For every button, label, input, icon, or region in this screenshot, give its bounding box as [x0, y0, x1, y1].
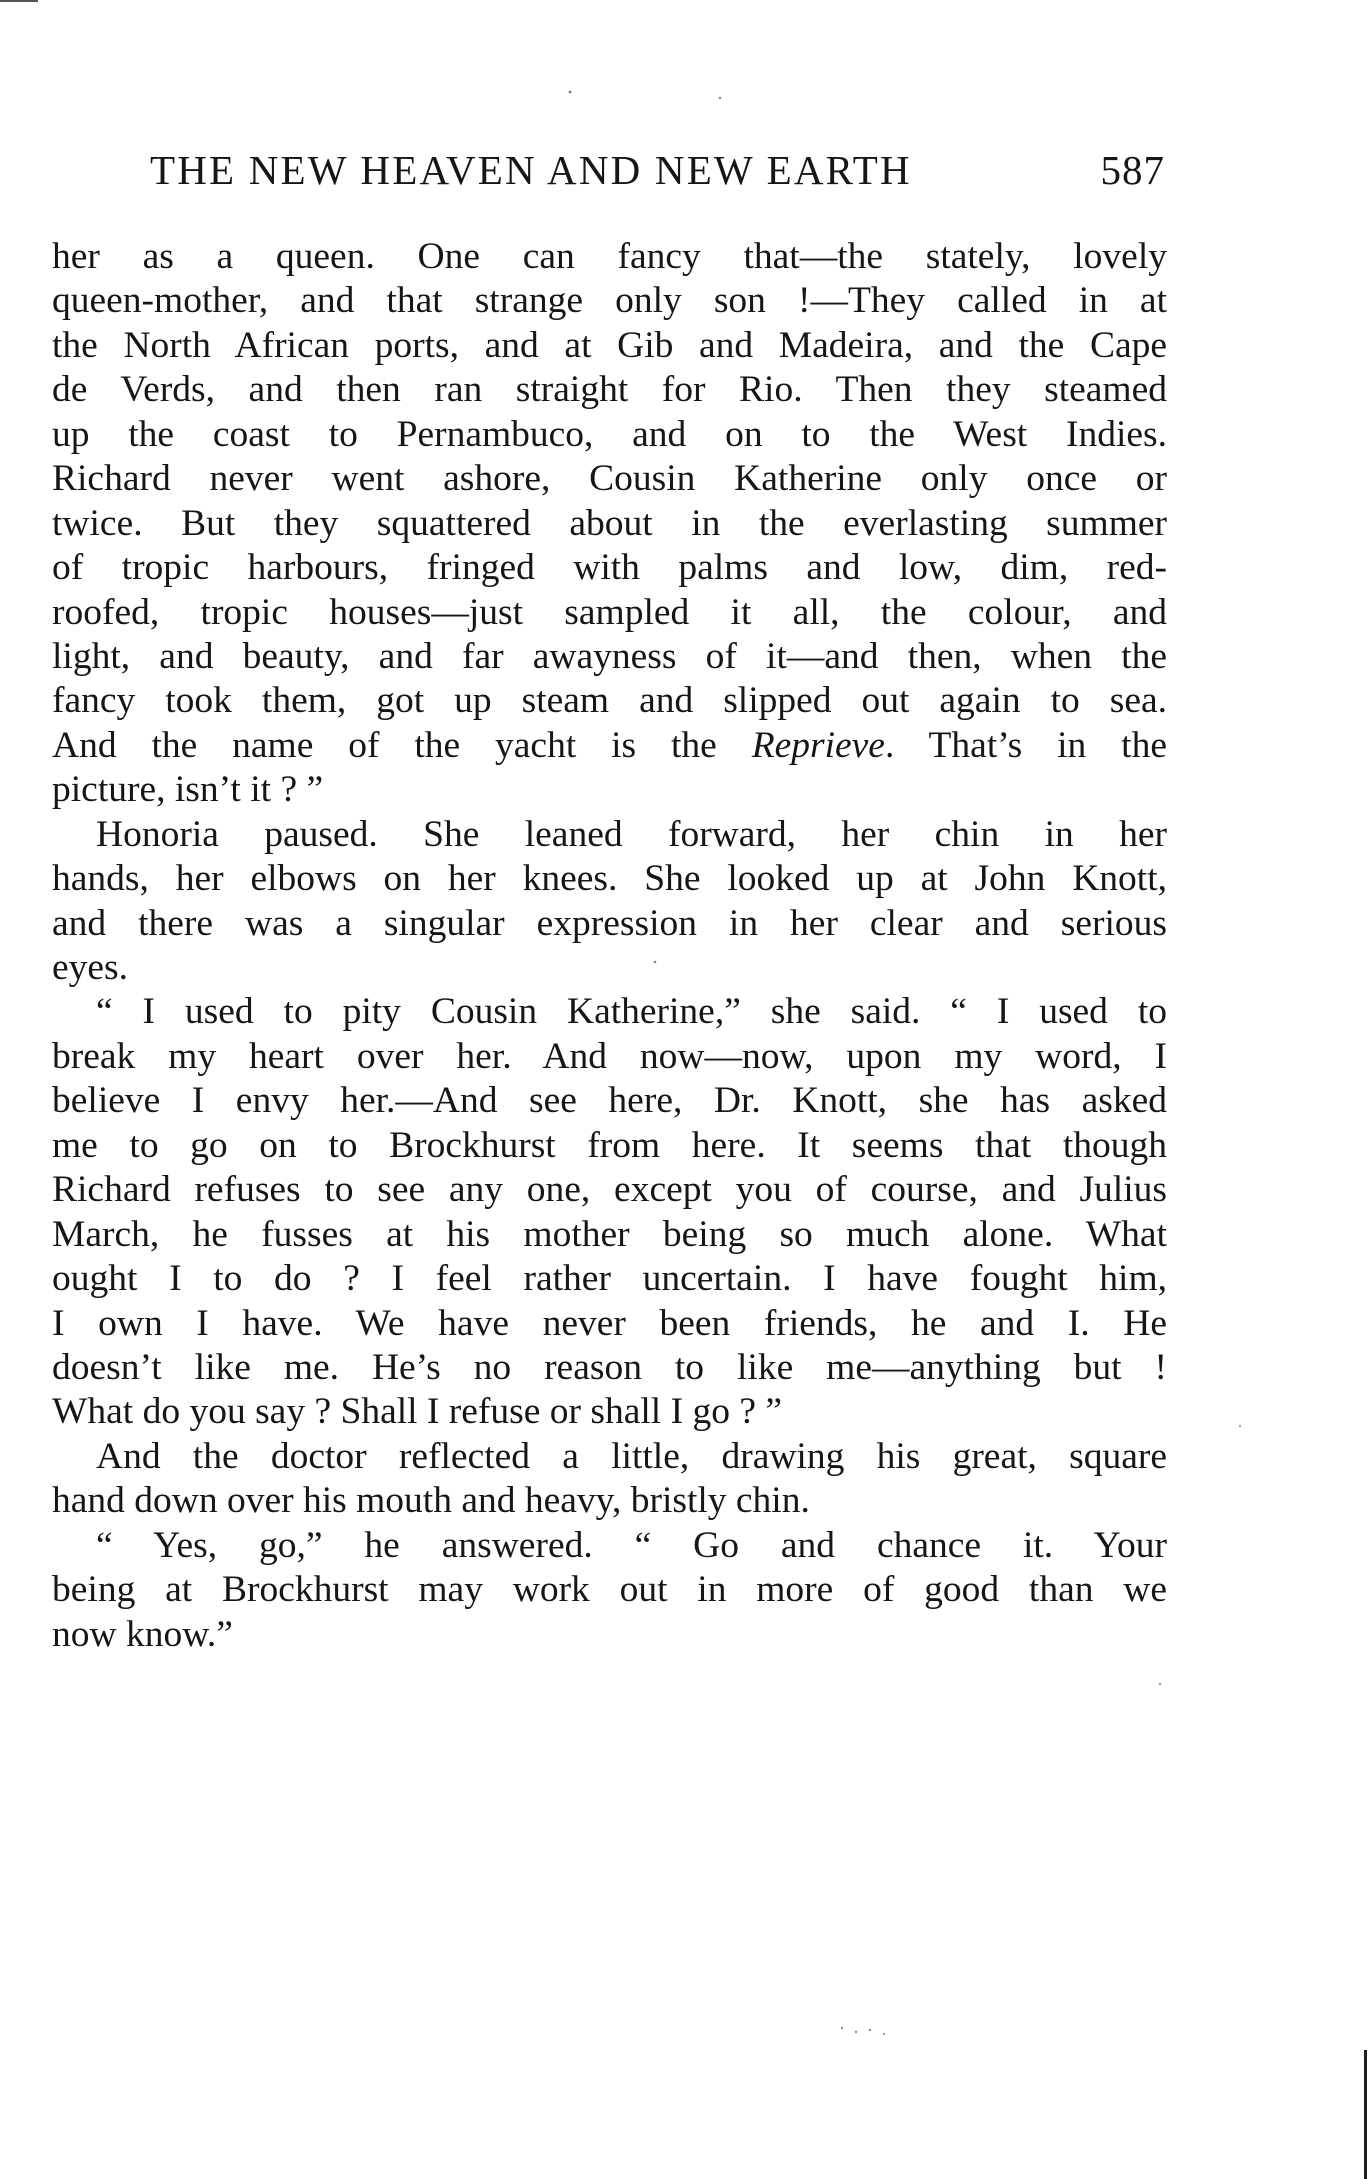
text-line: de Verds, and then ran straight for Rio. Then they steamed	[52, 369, 1167, 411]
text-line: hand down over his mouth and heavy, bristly chin.	[52, 1480, 810, 1522]
text-line: I own I have. We have never been friends, he and I. He	[52, 1302, 1167, 1344]
text-line: the North African ports, and at Gib and Madeira, and the Cape	[52, 324, 1167, 366]
text-line: eyes.	[52, 947, 129, 988]
text-line: being at Brockhurst may work out in more of good than we	[52, 1569, 1167, 1611]
text-line: and there was a singular expression in her clear and serious	[52, 902, 1167, 944]
paragraph-start: And the doctor reflected a little, drawing his great, square	[96, 1435, 1167, 1477]
page-edge-shadow	[1364, 2050, 1367, 2179]
text-line: And the name of the yacht is the Reprieve. That’s in the	[52, 724, 1167, 766]
text-line: doesn’t like me. He’s no reason to like me—anything but !	[52, 1346, 1167, 1388]
paragraph-start: Honoria paused. She leaned forward, her chin in her	[96, 813, 1167, 855]
text-line: ought I to do ? I feel rather uncertain. I have fought him,	[52, 1258, 1167, 1300]
ship-name: Reprieve	[751, 724, 885, 766]
text-line: me to go on to Brockhurst from here. It seems that though	[52, 1124, 1167, 1166]
text-line: What do you say ? Shall I refuse or shall I go ? ”	[52, 1391, 782, 1433]
text-line: roofed, tropic houses—just sampled it all, the colour, and	[52, 591, 1167, 633]
text-line: Richard never went ashore, Cousin Katherine only once or	[52, 458, 1167, 500]
text-line: March, he fusses at his mother being so much alone. What	[52, 1213, 1167, 1255]
text-line: Richard refuses to see any one, except you of course, and Julius	[52, 1169, 1167, 1211]
text-line: light, and beauty, and far awayness of it—and then, when the	[52, 635, 1167, 677]
text-line: up the coast to Pernambuco, and on to the West Indies.	[52, 413, 1167, 455]
running-title: THE NEW HEAVEN AND NEW EARTH	[150, 147, 912, 193]
text-line: hands, her elbows on her knees. She looked up at John Knott,	[52, 858, 1167, 900]
paragraph-start: “ I used to pity Cousin Katherine,” she said. “ I used to	[96, 991, 1167, 1033]
text-line: her as a queen. One can fancy that—the stately, lovely	[52, 236, 1167, 277]
text-line: believe I envy her.—And see here, Dr. Knott, she has asked	[52, 1080, 1167, 1122]
text-line: fancy took them, got up steam and slipped out again to sea.	[52, 680, 1167, 722]
text-line: now know.”	[52, 1613, 233, 1655]
paragraph-start: “ Yes, go,” he answered. “ Go and chance it. Your	[96, 1524, 1167, 1566]
text-line: of tropic harbours, fringed with palms and low, dim, red-	[52, 547, 1167, 589]
text-line: queen-mother, and that strange only son !—They called in at	[52, 280, 1167, 322]
page-number: 587	[1100, 147, 1165, 193]
text-line: picture, isn’t it ? ”	[52, 769, 324, 811]
text-line: twice. But they squattered about in the everlasting summer	[52, 502, 1167, 544]
text-line: break my heart over her. And now—now, upon my word, I	[52, 1035, 1167, 1077]
